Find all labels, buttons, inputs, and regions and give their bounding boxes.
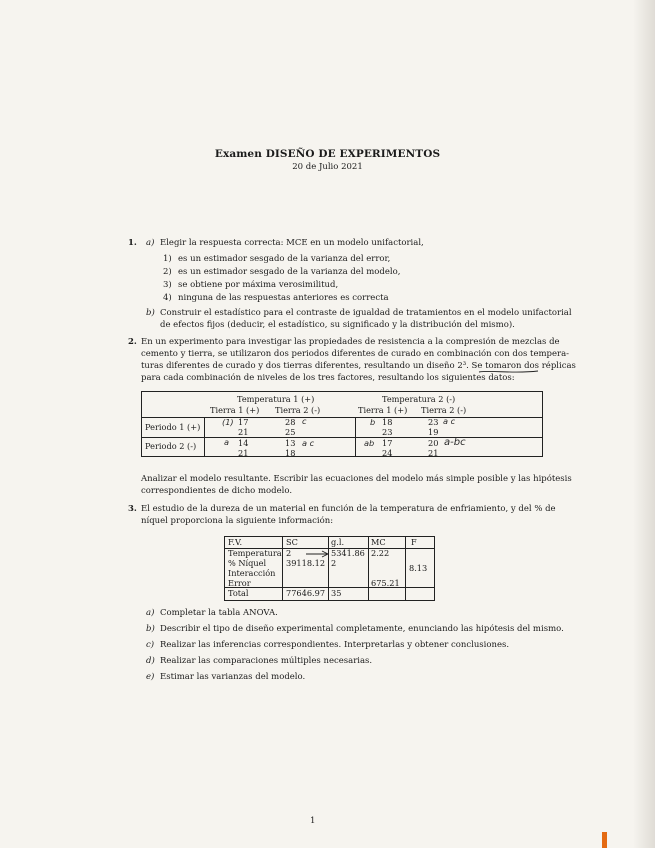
cell: 21	[238, 448, 249, 458]
hand-label: a c	[443, 416, 456, 426]
hand-label: a c	[302, 438, 315, 448]
cell: 24	[382, 448, 393, 458]
anova-cell: 39118.12	[286, 558, 326, 568]
hand-arrow	[305, 550, 331, 558]
table-rule	[225, 587, 434, 588]
q3-item-c: Realizar las inferencias correspondientes. Interpretarlas y obtener conclusiones.	[160, 640, 510, 650]
q3-number: 3.	[128, 504, 137, 514]
table-col-rule	[368, 537, 369, 600]
table-col-rule	[405, 537, 406, 600]
anova-cell: 77646.97	[286, 588, 326, 598]
anova-cell: 2.22	[371, 548, 390, 558]
data-table-2k	[141, 391, 543, 457]
anova-cell: 35	[331, 588, 342, 598]
q1-option-1-num: 1)	[163, 254, 172, 264]
handwritten-underline	[478, 369, 540, 375]
q3-item-d: Realizar las comparaciones múltiples necesarias.	[160, 656, 373, 666]
q1-option-2-num: 2)	[163, 267, 172, 277]
anova-cell: 2	[331, 558, 337, 568]
cell: 28	[285, 417, 296, 427]
page-edge-shadow	[633, 0, 655, 848]
cell: 14	[238, 438, 249, 448]
header-tierra1-a: Tierra 1 (+)	[210, 405, 260, 415]
q1-a-text: Elegir la respuesta correcta: MCE en un modelo unifactorial,	[160, 238, 424, 248]
q2-after-line2: correspondientes de dicho modelo.	[141, 486, 293, 496]
hand-label: ab	[364, 438, 375, 448]
q3-item-e: Estimar las varianzas del modelo.	[160, 672, 306, 682]
anova-table	[224, 536, 435, 601]
anova-row-total: Total	[228, 588, 249, 598]
q3-line1: El estudio de la dureza de un material en función de la temperatura de enfriamiento, y del % de	[141, 504, 556, 514]
cell: 13	[285, 438, 296, 448]
cell: 19	[428, 427, 439, 437]
cell: 20	[428, 438, 439, 448]
header-temp1: Temperatura 1 (+)	[237, 394, 315, 404]
cell: 17	[382, 438, 393, 448]
q3-item-b-label: b)	[146, 624, 155, 634]
q3-item-b: Describir el tipo de diseño experimental completamente, enunciando las hipótesis del mismo.	[160, 624, 564, 634]
orange-mark	[602, 832, 607, 848]
q3-item-d-label: d)	[146, 656, 155, 666]
hand-label: a-bc	[444, 437, 466, 448]
q1-option-4: ninguna de las respuestas anteriores es correcta	[178, 293, 389, 303]
table-col-rule	[204, 417, 205, 456]
anova-cell: 5341.86	[331, 548, 365, 558]
header-temp2: Temperatura 2 (-)	[382, 394, 456, 404]
q3-item-a: Completar la tabla ANOVA.	[160, 608, 278, 618]
q2-number: 2.	[128, 337, 137, 347]
cell: 21	[238, 427, 249, 437]
q2-line1: En un experimento para investigar las propiedades de resistencia a la compresión de mezclas de	[141, 337, 560, 347]
hand-label: c	[302, 416, 307, 426]
page-number: 1	[310, 816, 316, 826]
q1-b-line1: Construir el estadístico para el contraste de igualdad de tratamientos en el modelo unifactorial	[160, 308, 572, 318]
q3-item-a-label: a)	[146, 608, 155, 618]
q2-line2: cemento y tierra, se utilizaron dos periodos diferentes de curado en combinación con dos tempera-	[141, 349, 570, 359]
table-rule	[142, 417, 542, 418]
q3-item-c-label: c)	[146, 640, 155, 650]
cell: 18	[285, 448, 296, 458]
q1-option-2: es un estimador sesgado de la varianza del modelo,	[178, 267, 401, 277]
cell: 23	[428, 417, 439, 427]
anova-header-fv: F.V.	[228, 537, 243, 547]
row-periodo2: Periodo 2 (-)	[145, 441, 197, 451]
exam-header	[0, 148, 655, 172]
q2-after-line1: Analizar el modelo resultante. Escribir las ecuaciones del modelo más simple posible y las hipótesis	[141, 474, 572, 484]
anova-cell: 8.13	[409, 563, 428, 573]
q1-b-line2: de efectos fijos (deducir, el estadístico, su significado y la distribución del mismo).	[160, 320, 515, 330]
cell: 18	[382, 417, 393, 427]
anova-header-f: F	[411, 537, 417, 547]
anova-header-mc: MC	[371, 537, 386, 547]
anova-row-niquel: % Níquel	[228, 558, 267, 568]
q2-line4: para cada combinación de niveles de los tres factores, resultando los siguientes datos:	[141, 373, 515, 383]
cell: 23	[382, 427, 393, 437]
anova-header-gl: g.l.	[331, 537, 345, 547]
cell: 25	[285, 427, 296, 437]
header-tierra2-b: Tierra 2 (-)	[421, 405, 467, 415]
anova-row-temperatura: Temperatura	[228, 548, 282, 558]
hand-label: a	[224, 437, 230, 447]
q1-option-1: es un estimador sesgado de la varianza del error,	[178, 254, 391, 264]
anova-row-error: Error	[228, 578, 251, 588]
q1-a-label: a)	[146, 238, 155, 248]
q2-line3: turas diferentes de curado y dos tierras diferentes, resultando un diseño 2³. Se tomaron dos réplicas	[141, 361, 576, 371]
header-tierra2-a: Tierra 2 (-)	[275, 405, 321, 415]
q3-line2: níquel proporciona la siguiente información:	[141, 516, 334, 526]
q1-option-3: se obtiene por máxima verosimilitud,	[178, 280, 339, 290]
exam-date: 20 de Julio 2021	[292, 162, 363, 172]
header-tierra1-b: Tierra 1 (+)	[358, 405, 408, 415]
anova-cell: 2	[286, 548, 292, 558]
q1-option-4-num: 4)	[163, 293, 172, 303]
anova-row-interaccion: Interacción	[228, 568, 276, 578]
table-rule	[142, 437, 542, 438]
table-col-rule	[355, 417, 356, 456]
anova-header-sc: SC	[286, 537, 298, 547]
table-col-rule	[328, 537, 329, 600]
row-periodo1: Periodo 1 (+)	[145, 422, 201, 432]
q1-b-label: b)	[146, 308, 155, 318]
cell: 17	[238, 417, 249, 427]
table-col-rule	[282, 537, 283, 600]
q1-option-3-num: 3)	[163, 280, 172, 290]
cell: 21	[428, 448, 439, 458]
exam-title: Examen DISEÑO DE EXPERIMENTOS	[214, 148, 441, 160]
q1-number: 1.	[128, 238, 137, 248]
q3-item-e-label: e)	[146, 672, 155, 682]
hand-label: (1)	[222, 417, 234, 427]
anova-cell: 675.21	[371, 578, 400, 588]
hand-label: b	[370, 417, 376, 427]
